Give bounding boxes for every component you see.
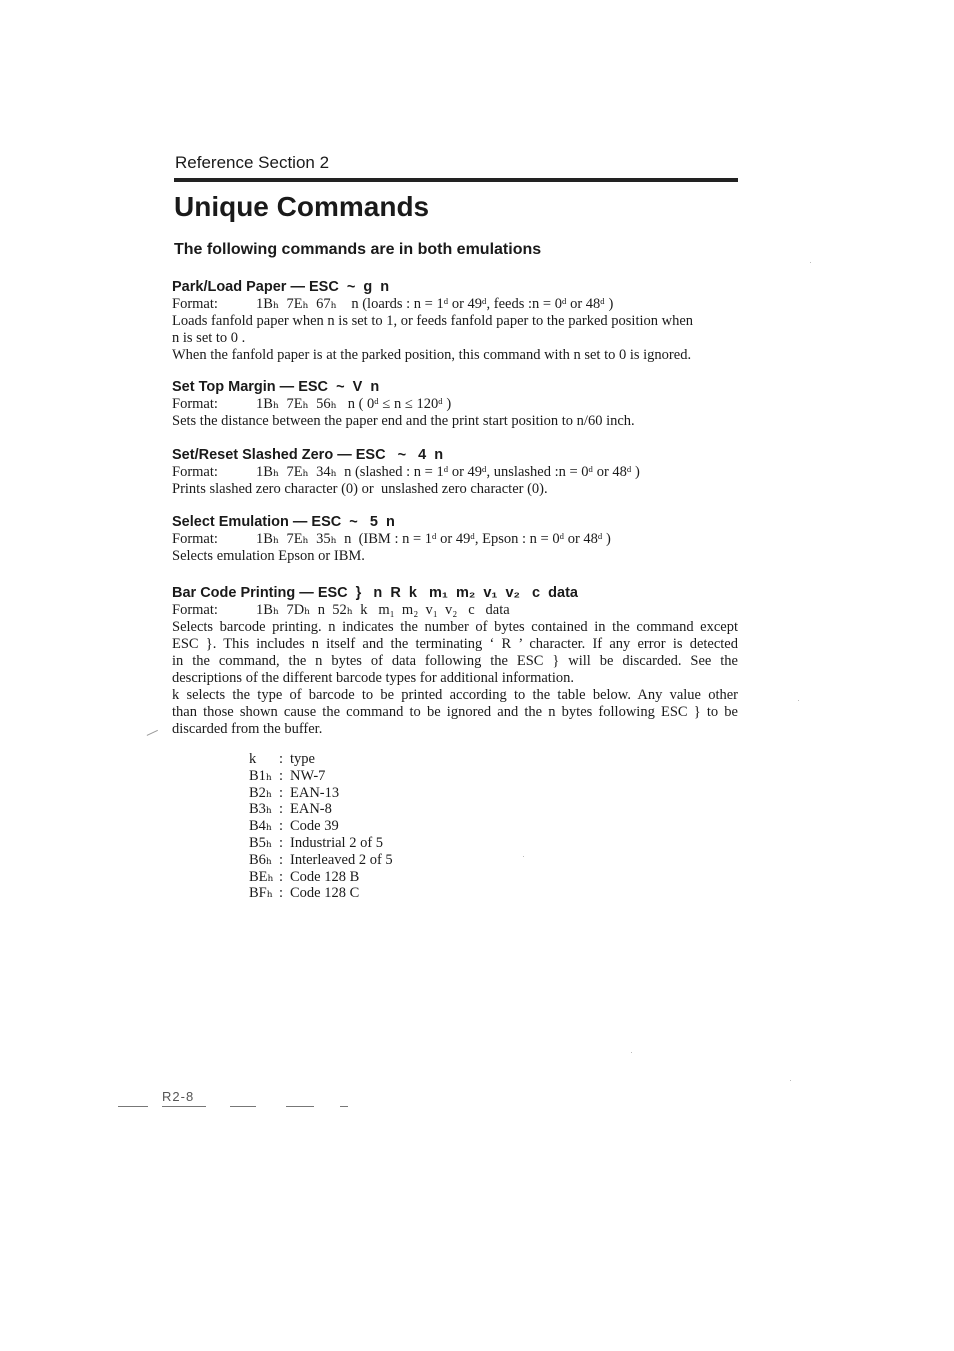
command-format [172,464,738,481]
table-header-row [249,751,393,768]
barcode-type: Interleaved 2 of 5 [290,851,393,868]
table-row [249,768,393,785]
description-line: k selects the type of barcode to be printed according to the table below. Any value other [172,687,738,703]
table-row [249,869,393,886]
barcode-code: B5ₕ [249,834,273,851]
table-row [249,785,393,802]
scan-speck [631,1052,632,1053]
barcode-type-table [249,751,393,902]
table-row [249,852,393,869]
command-format [172,296,738,313]
scan-speck [523,856,524,857]
barcode-code: B4ₕ [249,818,273,835]
table-row [249,818,393,835]
format-label: Format: [172,296,218,312]
command-set-top-margin [172,378,738,430]
page-number: R2-8 [162,1089,195,1104]
command-title: Park/Load Paper — ESC ~ g n [172,279,390,295]
scan-speck [790,1080,791,1081]
colon-separator: : [279,751,284,767]
section-subtitle: The following commands are in both emulations [174,241,542,258]
barcode-code: BFₕ [249,885,274,902]
format-label: Format: [172,464,218,480]
colon-separator: : [279,767,284,784]
table-row [249,835,393,852]
description-line: Prints slashed zero character (0) or unslashed zero character (0). [172,481,548,497]
description-line: Selects emulation Epson or IBM. [172,548,365,564]
barcode-code: BEₕ [249,868,274,885]
format-text: 1Bₕ 7Eₕ 56ₕ n ( 0ᵈ ≤ n ≤ 120ᵈ ) [256,396,452,412]
description-line: Selects barcode printing. n indicates the number of bytes contained in the command except [172,619,738,635]
format-label: Format: [172,396,218,412]
scan-artifact [147,730,162,743]
format-label: Format: [172,602,218,618]
colon-separator: : [279,834,284,851]
format-text: 1Bₕ 7Eₕ 34ₕ n (slashed : n = 1ᵈ or 49ᵈ, unslashed :n = 0ᵈ or 48ᵈ ) [256,464,640,480]
command-title: Bar Code Printing — ESC } n R k m₁ m₂ v₁ v₂ c data [172,585,578,601]
command-title: Set Top Margin — ESC ~ V n [172,379,380,395]
colon-separator: : [279,818,284,835]
scan-edge-marks [118,1106,358,1110]
colon-separator: : [279,868,284,885]
format-text: 1Bₕ 7Dₕ n 52ₕ k m₁ m₂ v₁ v₂ c data [256,602,510,618]
colon-separator: : [279,885,284,902]
command-format [172,602,738,619]
barcode-type: EAN-8 [290,801,332,818]
barcode-code: B3ₕ [249,801,273,818]
command-title: Select Emulation — ESC ~ 5 n [172,514,395,530]
table-row [249,885,393,902]
command-slashed-zero [172,446,738,498]
colon-separator: : [279,784,284,801]
description-line: n is set to 0 . [172,330,246,346]
description-line: Loads fanfold paper when n is set to 1, or feeds fanfold paper to the parked position when [172,313,694,329]
colon-separator: : [279,851,284,868]
barcode-type: EAN-13 [290,784,340,801]
barcode-type: Industrial 2 of 5 [290,834,384,851]
format-text: 1Bₕ 7Eₕ 67ₕ n (loards : n = 1ᵈ or 49ᵈ, feeds :n = 0ᵈ or 48ᵈ ) [256,296,614,312]
barcode-type: Code 39 [290,818,339,835]
scan-speck [810,262,811,263]
page-title: Unique Commands [174,191,430,222]
command-format [172,531,738,548]
description-line: than those shown cause the command to be ignored and the n bytes following ESC } to be [172,704,738,720]
description-line: When the fanfold paper is at the parked position, this command with n set to 0 is ignored. [172,347,692,363]
table-header-type: type [290,751,315,767]
description-line: Sets the distance between the paper end and the print start position to n/60 inch. [172,413,635,429]
header-rule [174,178,738,182]
format-text: 1Bₕ 7Eₕ 35ₕ n (IBM : n = 1ᵈ or 49ᵈ, Epson : n = 0ᵈ or 48ᵈ ) [256,531,611,547]
table-row [249,801,393,818]
description-line: in the command, the n bytes of data following the ESC } will be discarded. See the [172,653,738,669]
barcode-type: NW-7 [290,767,326,784]
description-line: discarded from the buffer. [172,721,323,737]
table-header-code: k [249,751,257,767]
barcode-code: B1ₕ [249,767,273,784]
colon-separator: : [279,801,284,818]
barcode-type: Code 128 C [290,885,360,902]
barcode-code: B2ₕ [249,784,273,801]
description-line: descriptions of the different barcode types for additional information. [172,670,574,686]
section-header: Reference Section 2 [175,153,330,172]
format-label: Format: [172,531,218,547]
description-line: ESC }. This includes n itself and the terminating ‘ R ’ character. If any error is detected [172,636,738,652]
scan-speck [798,700,799,701]
command-title: Set/Reset Slashed Zero — ESC ~ 4 n [172,447,444,463]
command-select-emulation [172,513,738,565]
command-format [172,396,738,413]
barcode-code: B6ₕ [249,851,273,868]
command-park-load-paper [172,278,738,364]
barcode-type: Code 128 B [290,868,360,885]
command-bar-code-printing [172,584,738,738]
